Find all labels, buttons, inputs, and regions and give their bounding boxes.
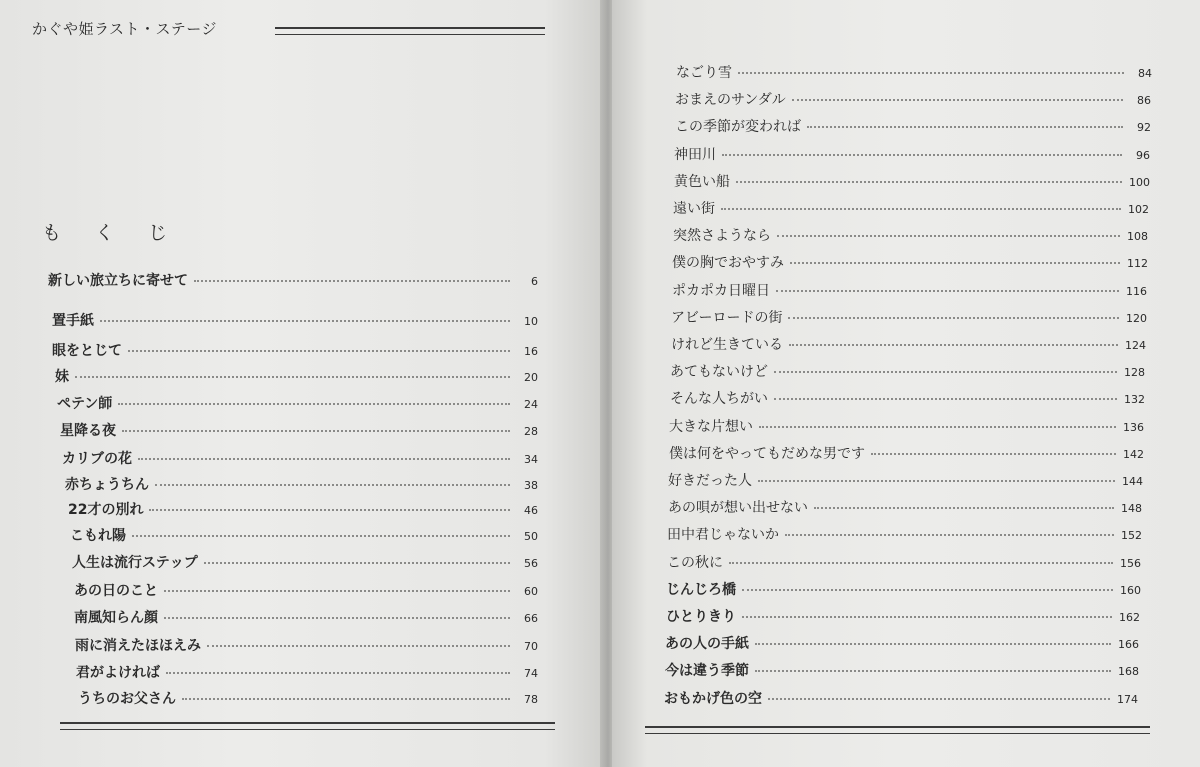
entry-title: 南風知らん顔 xyxy=(74,610,158,626)
toc-entry xyxy=(672,280,1147,300)
entry-title: 僕は何をやってもだめな男です xyxy=(669,445,865,462)
toc-entry xyxy=(675,89,1151,109)
dot-leader xyxy=(118,403,510,405)
entry-page: 112 xyxy=(1127,257,1148,271)
toc-entry xyxy=(665,633,1139,653)
entry-page: 102 xyxy=(1128,203,1149,216)
dot-leader xyxy=(788,317,1119,319)
toc-heading: も く じ xyxy=(42,222,182,244)
entry-title: 大きな片想い xyxy=(669,418,753,435)
dot-leader xyxy=(204,562,510,564)
entry-title: 雨に消えたほほえみ xyxy=(75,638,201,654)
toc-entry xyxy=(671,334,1146,354)
toc-entry xyxy=(665,660,1139,680)
entry-page: 10 xyxy=(524,315,538,328)
toc-entry xyxy=(78,688,538,708)
entry-title: 眼をとじて xyxy=(52,343,122,359)
entry-title: 妹 xyxy=(55,369,69,385)
entry-page: 86 xyxy=(1137,94,1151,108)
dot-leader xyxy=(785,534,1114,536)
entry-page: 136 xyxy=(1123,420,1144,434)
dot-leader xyxy=(790,262,1120,264)
dot-leader xyxy=(164,617,510,619)
dot-leader xyxy=(774,398,1117,400)
footer-rule xyxy=(60,722,555,730)
entry-title: ポカポカ日曜日 xyxy=(672,282,770,299)
entry-page: 92 xyxy=(1137,121,1151,135)
entry-title: こもれ陽 xyxy=(70,528,126,544)
dot-leader xyxy=(149,509,510,511)
dot-leader xyxy=(722,154,1122,156)
toc-entry xyxy=(667,552,1141,572)
toc-entry xyxy=(52,310,538,330)
toc-entry xyxy=(670,361,1145,381)
entry-title: 好きだった人 xyxy=(668,473,752,489)
entry-title: あてもないけど xyxy=(670,364,768,381)
entry-page: 84 xyxy=(1138,67,1152,80)
entry-title: この季節が変われば xyxy=(675,119,801,136)
toc-entry xyxy=(672,252,1148,272)
entry-title: そんな人ちがい xyxy=(670,391,768,408)
dot-leader xyxy=(128,350,510,352)
entry-title: おもかげ色の空 xyxy=(664,690,762,707)
toc-entry xyxy=(68,499,538,519)
entry-page: 132 xyxy=(1124,393,1145,407)
entry-title: 新しい旅立ちに寄せて xyxy=(48,273,188,289)
entry-page: 174 xyxy=(1117,692,1138,706)
entry-title: おまえのサンダル xyxy=(675,92,786,109)
entry-page: 34 xyxy=(524,453,538,466)
toc-entry xyxy=(673,198,1149,218)
entry-title: あの人の手紙 xyxy=(665,636,749,653)
entry-page: 148 xyxy=(1121,502,1142,516)
entry-title: けれど生きている xyxy=(671,337,783,353)
dot-leader xyxy=(138,458,510,460)
entry-page: 144 xyxy=(1122,475,1143,488)
toc-entry xyxy=(673,225,1148,245)
entry-page: 20 xyxy=(524,371,538,384)
dot-leader xyxy=(814,507,1114,509)
entry-page: 142 xyxy=(1123,447,1144,461)
dot-leader xyxy=(807,126,1123,128)
toc-entry xyxy=(666,579,1141,599)
entry-title: ひとりきり xyxy=(666,609,736,625)
entry-title: あの唄が想い出せない xyxy=(668,500,808,517)
entry-title: あの日のこと xyxy=(74,583,158,599)
book-title: かぐや姫ラスト・ステージ xyxy=(32,20,217,38)
entry-page: 46 xyxy=(524,504,538,517)
dot-leader xyxy=(755,670,1111,672)
header-rule xyxy=(275,27,545,35)
entry-page: 124 xyxy=(1125,339,1146,352)
dot-leader xyxy=(207,645,510,647)
entry-title: 田中君じゃないか xyxy=(667,527,779,544)
toc-entry xyxy=(57,393,538,413)
entry-page: 6 xyxy=(531,275,538,288)
dot-leader xyxy=(132,535,510,537)
entry-title: 僕の胸でおやすみ xyxy=(672,255,784,272)
toc-entry xyxy=(670,388,1145,408)
dot-leader xyxy=(75,376,510,378)
dot-leader xyxy=(729,562,1113,564)
entry-page: 70 xyxy=(524,640,538,653)
dot-leader xyxy=(182,698,510,700)
dot-leader xyxy=(758,480,1115,482)
entry-page: 24 xyxy=(524,398,538,411)
dot-leader xyxy=(155,484,510,486)
entry-title: 突然さようなら xyxy=(673,228,771,245)
entry-title: なごり雪 xyxy=(676,65,732,81)
dot-leader xyxy=(164,590,510,592)
toc-entry xyxy=(74,580,538,600)
entry-page: 100 xyxy=(1129,175,1150,189)
entry-title: 君がよければ xyxy=(76,665,160,681)
toc-entry xyxy=(76,662,538,682)
toc-entry xyxy=(668,497,1142,517)
dot-leader xyxy=(768,698,1110,700)
entry-page: 28 xyxy=(524,425,538,438)
toc-entry xyxy=(664,688,1138,708)
entry-title: カリブの花 xyxy=(62,451,132,467)
toc-entry xyxy=(62,448,538,468)
entry-page: 128 xyxy=(1124,366,1145,380)
toc-entry xyxy=(674,171,1150,191)
dot-leader xyxy=(166,672,510,674)
entry-title: うちのお父さん xyxy=(78,691,176,707)
dot-leader xyxy=(738,72,1124,74)
dot-leader xyxy=(792,99,1123,101)
entry-page: 60 xyxy=(524,585,538,598)
toc-entry xyxy=(666,606,1140,626)
right-page xyxy=(612,0,1200,767)
entry-title: ペテン師 xyxy=(57,396,113,412)
dot-leader xyxy=(759,426,1116,428)
toc-entry xyxy=(676,62,1152,82)
dot-leader xyxy=(774,371,1117,373)
entry-page: 96 xyxy=(1136,148,1150,162)
dot-leader xyxy=(736,181,1122,183)
entry-title: 赤ちょうちん xyxy=(65,477,149,493)
entry-page: 168 xyxy=(1118,665,1139,679)
toc-entry xyxy=(668,470,1143,490)
toc-entry xyxy=(72,552,538,572)
entry-page: 160 xyxy=(1120,583,1141,597)
entry-page: 152 xyxy=(1121,529,1142,543)
entry-page: 56 xyxy=(524,557,538,570)
toc-entry xyxy=(669,416,1144,436)
entry-page: 50 xyxy=(524,530,538,543)
entry-title: じんじろ橋 xyxy=(666,581,736,598)
entry-page: 16 xyxy=(524,345,538,358)
toc-entry xyxy=(675,116,1151,136)
toc-entry xyxy=(55,366,538,386)
toc-entry xyxy=(674,144,1150,164)
entry-page: 78 xyxy=(524,693,538,706)
toc-entry xyxy=(74,607,538,627)
entry-page: 38 xyxy=(524,479,538,492)
dot-leader xyxy=(777,235,1120,237)
entry-title: 置手紙 xyxy=(52,313,94,329)
entry-page: 120 xyxy=(1126,311,1147,325)
entry-title: 星降る夜 xyxy=(60,423,116,439)
entry-page: 156 xyxy=(1120,556,1141,570)
toc-entry xyxy=(48,270,538,290)
dot-leader xyxy=(100,320,510,322)
toc-entry xyxy=(669,443,1144,463)
footer-rule xyxy=(645,726,1150,734)
toc-entry xyxy=(60,420,538,440)
toc-entry xyxy=(52,340,538,360)
entry-page: 66 xyxy=(524,612,538,625)
entry-title: 黄色い船 xyxy=(674,173,730,190)
entry-title: この秋に xyxy=(667,554,723,571)
toc-entry xyxy=(65,474,538,494)
dot-leader xyxy=(742,589,1113,591)
entry-page: 116 xyxy=(1126,284,1147,298)
dot-leader xyxy=(776,290,1119,292)
entry-page: 74 xyxy=(524,667,538,680)
dot-leader xyxy=(789,344,1118,346)
entry-title: 22才の別れ xyxy=(68,502,144,518)
dot-leader xyxy=(721,208,1121,210)
entry-title: 人生は流行ステップ xyxy=(72,555,198,571)
entry-page: 166 xyxy=(1118,638,1139,652)
entry-title: 神田川 xyxy=(674,146,716,163)
entry-title: 今は違う季節 xyxy=(665,663,749,680)
dot-leader xyxy=(742,616,1112,618)
dot-leader xyxy=(122,430,510,432)
dot-leader xyxy=(194,280,510,282)
toc-entry xyxy=(671,307,1147,327)
toc-entry xyxy=(75,635,538,655)
entry-title: アビーロードの街 xyxy=(671,309,783,326)
entry-title: 遠い街 xyxy=(673,201,715,217)
dot-leader xyxy=(755,643,1111,645)
entry-page: 108 xyxy=(1127,230,1148,244)
dot-leader xyxy=(871,453,1116,455)
toc-entry xyxy=(70,525,538,545)
entry-page: 162 xyxy=(1119,611,1140,624)
toc-entry xyxy=(667,524,1142,544)
